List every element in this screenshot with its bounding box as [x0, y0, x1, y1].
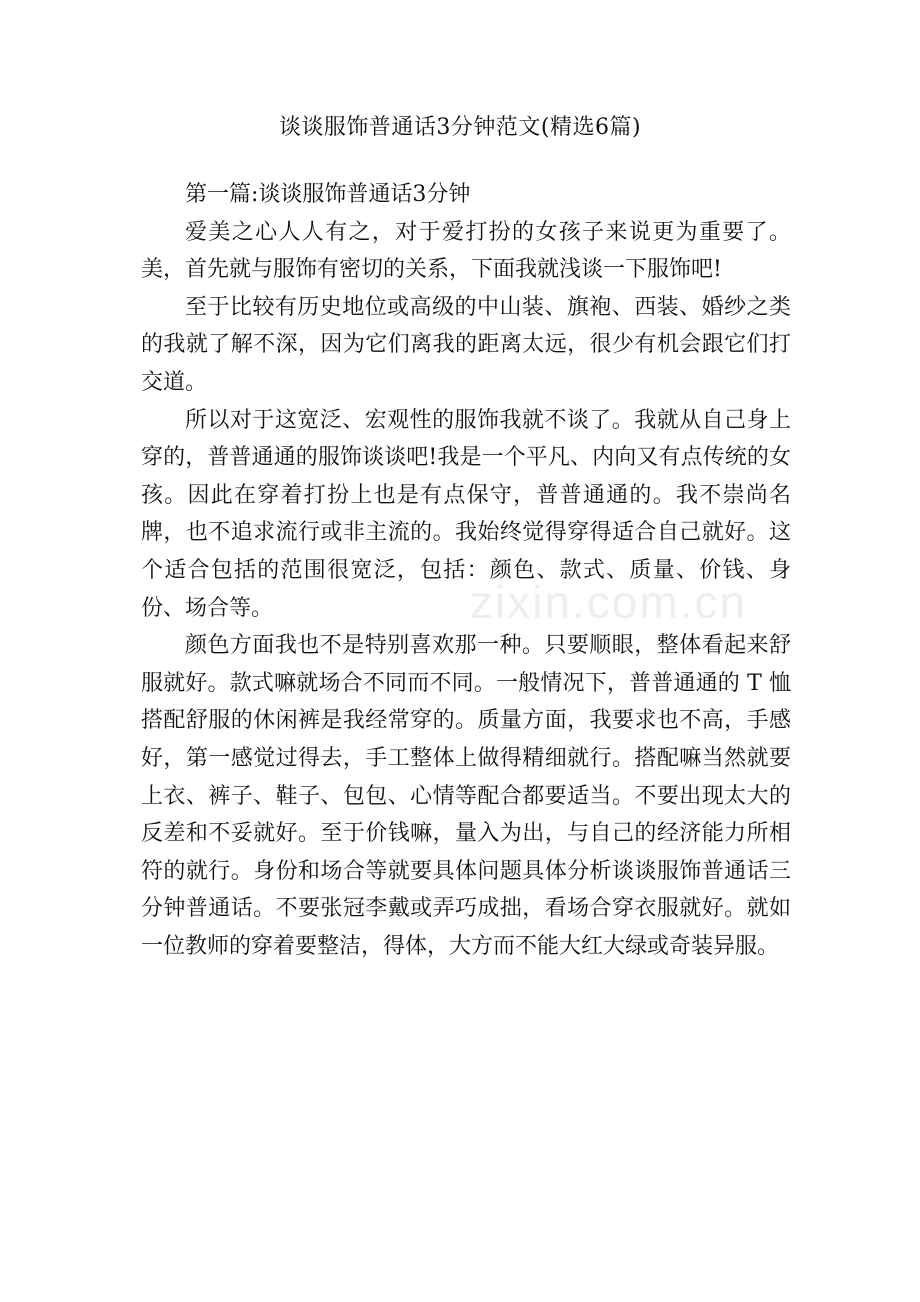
paragraph-1: 爱美之心人人有之，对于爱打扮的女孩子来说更为重要了。美，首先就与服饰有密切的关系，下面我就浅谈一下服饰吧!: [141, 219, 791, 283]
paragraph-4: 颜色方面我也不是特别喜欢那一种。只要顺眼，整体看起来舒服就好。款式嘛就场合不同而不同。一般情况下，普普通通的 T 恤搭配舒服的休闲裤是我经常穿的。质量方面，我要求也不高，手感好，第一感觉过得去，手工整体上做得精细就行。搭配嘛当然就要上衣、裤子、鞋子、包包、心情等配合都要适当。不要出现太大的反差和不妥就好。至于价钱嘛，量入为出，与自己的经济能力所相符的就行。身份和场合等就要具体问题具体分析谈谈服饰普通话三分钟普通话。不要张冠李戴或弄巧成拙，看场合穿衣服就好。就如一位教师的穿着要整洁，得体，大方而不能大红大绿或奇装异服。: [141, 633, 791, 959]
document-title: 谈谈服饰普通话3分钟范文(精选6篇): [278, 115, 642, 140]
watermark: zixin.com.cn: [470, 576, 748, 628]
paragraph-2: 至于比较有历史地位或高级的中山装、旗袍、西装、婚纱之类的我就了解不深，因为它们离我的距离太远，很少有机会跟它们打交道。: [141, 294, 791, 395]
paragraph-3: 所以对于这宽泛、宏观性的服饰我就不谈了。我就从自己身上穿的，普普通通的服饰谈谈吧!我是一个平凡、内向又有点传统的女孩。因此在穿着打扮上也是有点保守，普普通通的。我不崇尚名牌，也不追求流行或非主流的。我始终觉得穿得适合自己就好。这个适合包括的范围很宽泛，包括：颜色、款式、质量、价钱、身份、场合等。: [141, 407, 791, 621]
section-heading: 第一篇:谈谈服饰普通话3分钟: [185, 182, 471, 207]
document-body: [141, 176, 791, 965]
